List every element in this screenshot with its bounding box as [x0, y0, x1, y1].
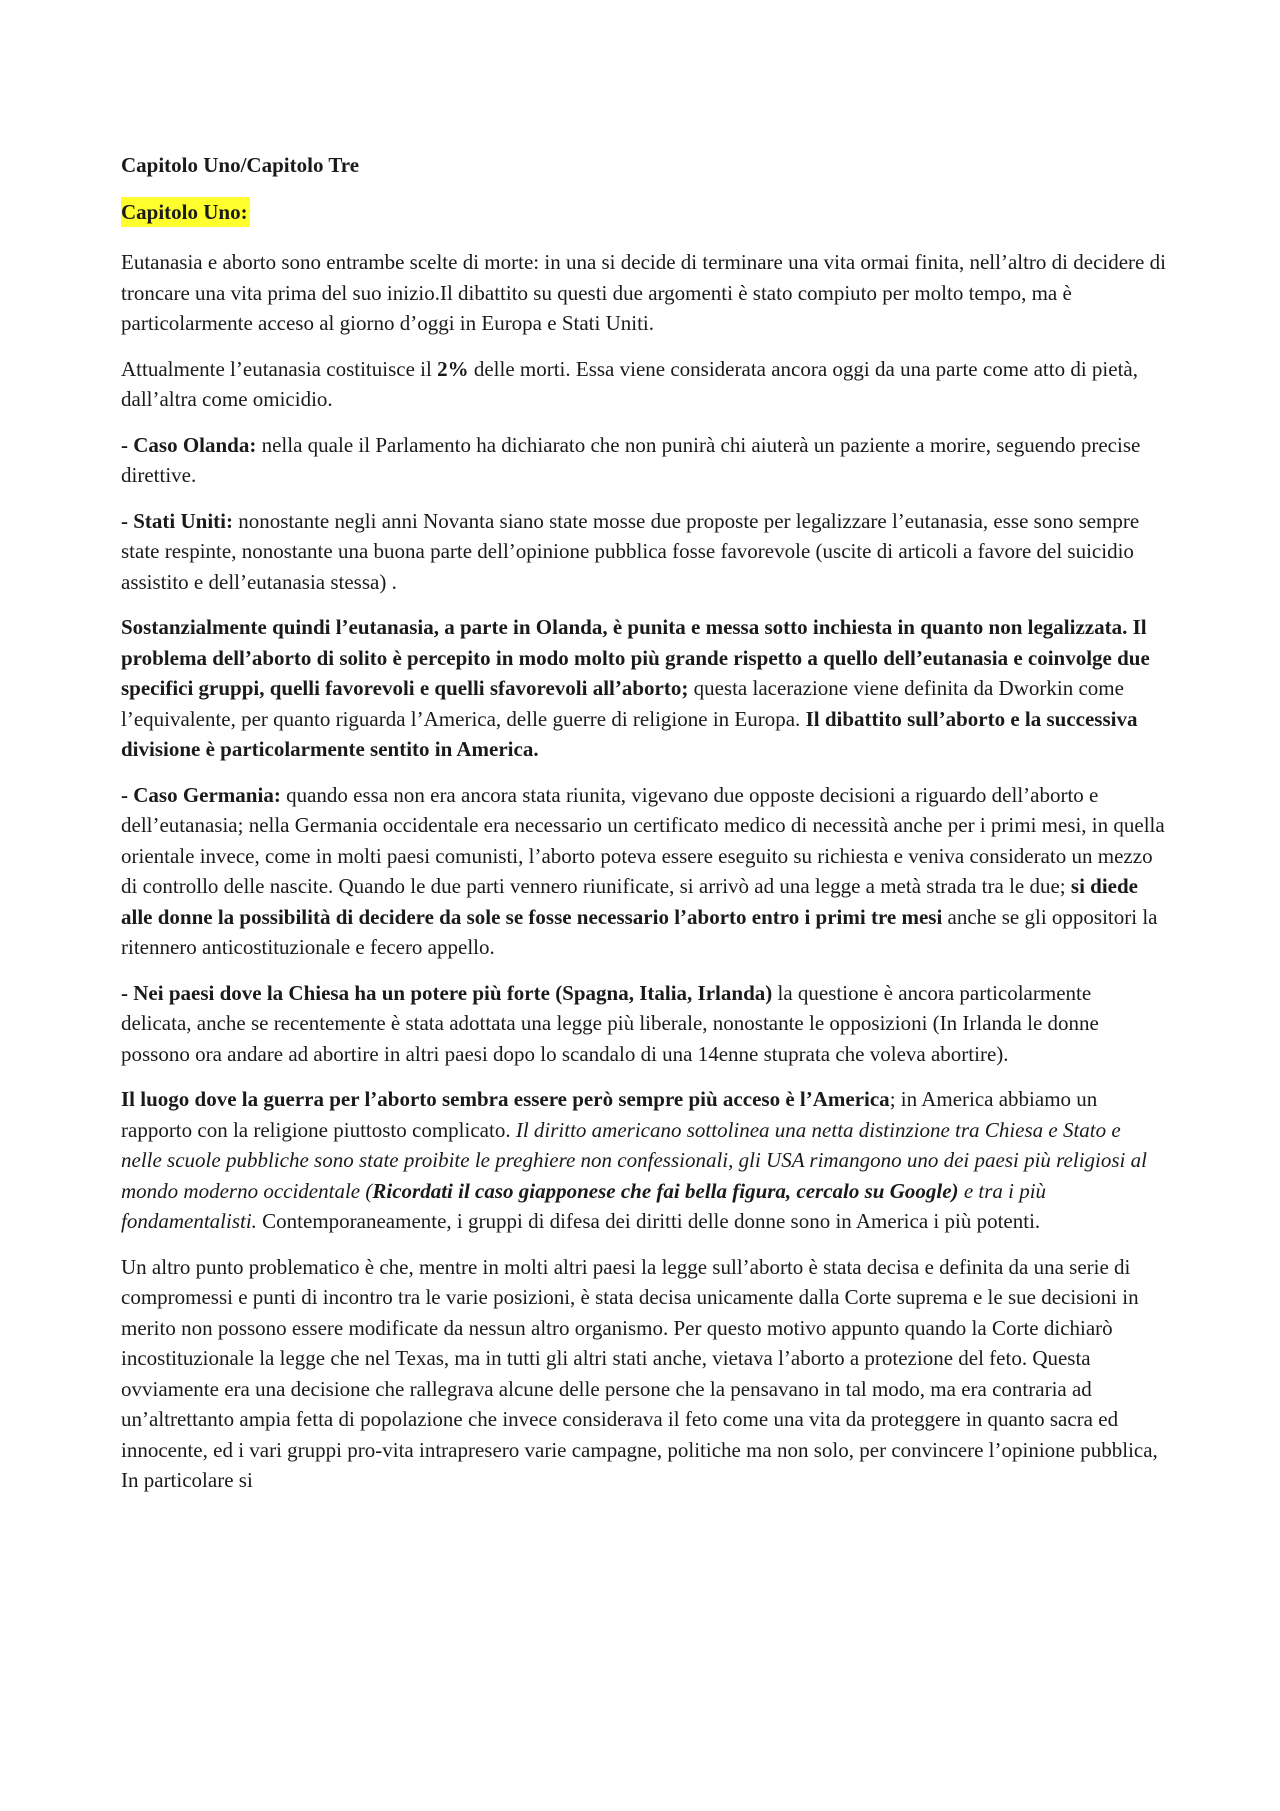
paragraph-summary: Sostanzialmente quindi l’eutanasia, a parte in Olanda, è punita e messa sotto inchiesta in quanto non legalizzata. Il problema dell’aborto di solito è percepito in modo molto più grande rispetto a quello dell’eutanasia e coinvolge due specifici gruppi, quelli favorevoli e quelli sfavorevoli all’aborto; questa lacerazione viene definita da Dworkin come l’equivalente, per quanto riguarda l’America, delle guerre di religione in Europa. Il dibattito sull’aborto e la successiva divisione è particolarmente sentito in America.	[121, 615, 1150, 761]
highlighted-heading: Capitolo Uno:	[121, 197, 250, 227]
italic-text: e tra i più fondamentalisti.	[121, 1178, 1047, 1233]
bold-text: si diede alle donne la possibilità di decidere da sole se fosse necessario l’aborto entro i primi tre mesi	[121, 874, 1138, 929]
bold-label: - Nei paesi dove la Chiesa ha un potere più forte (Spagna, Italia, Irlanda)	[121, 980, 773, 1005]
document-title: Capitolo Uno/Capitolo Tre	[121, 153, 360, 177]
bold-italic-text: Ricordati il caso giapponese che fai bella figura, cercalo su Google)	[372, 1178, 959, 1203]
bold-label: - Caso Germania:	[121, 782, 281, 807]
bold-text: Sostanzialmente quindi l’eutanasia, a parte in Olanda, è punita e messa sotto inchiesta in quanto non legalizzata. Il problema dell’aborto di solito è percepito in modo molto più grande rispetto a quello dell’eutanasia e coinvolge due specifici gruppi, quelli favorevoli e quelli sfavorevoli all’aborto;	[121, 615, 1150, 700]
bold-text: Il luogo dove la guerra per l’aborto sembra essere però sempre più acceso è l’America	[121, 1087, 890, 1111]
bold-label: - Stati Uniti:	[121, 508, 233, 533]
paragraph-stati-uniti: - Stati Uniti: nonostante negli anni Novanta siano state mosse due proposte per legalizzare l’eutanasia, esse sono sempre state respinte, nonostante una buona parte dell’opinione pubblica fosse favorevole (uscite di articoli a favore del suicidio assistito e dell’eutanasia stessa) .	[121, 508, 1140, 594]
bold-label: - Caso Olanda:	[121, 432, 257, 457]
paragraph-paesi-chiesa: - Nei paesi dove la Chiesa ha un potere più forte (Spagna, Italia, Irlanda) la questione è ancora particolarmente delicata, anche se recentemente è stata adottata una legge più liberale, nonostante le opposizioni (In Irlanda le donne possono ora andare ad abortire in altri paesi dopo lo scandalo di una 14enne stuprata che voleva abortire).	[121, 980, 1099, 1066]
paragraph-caso-germania: - Caso Germania: quando essa non era ancora stata riunita, vigevano due opposte decisioni a riguardo dell’aborto e dell’eutanasia; nella Germania occidentale era necessario un certificato medico di necessità anche per i primi mesi, in quella orientale invece, come in molti paesi comunisti, l’aborto poteva essere eseguito su richiesta e veniva considerato un mezzo di controllo delle nascite. Quando le due parti vennero riunificate, si arrivò ad una legge a metà strada tra le due; si diede alle donne la possibilità di decidere da sole se fosse necessario l’aborto entro i primi tre mesi anche se gli oppositori la ritennero anticostituzionale e fecero appello.	[121, 782, 1165, 959]
section-heading	[121, 197, 1166, 228]
bold-percentage: 2%	[437, 356, 469, 381]
paragraph-intro: Eutanasia e aborto sono entrambe scelte di morte: in una si decide di terminare una vita ormai finita, nell’altro di decidere di troncare una vita prima del suo inizio.Il dibattito su questi due argomenti è stato compiuto per molto tempo, ma è particolarmente acceso al giorno d’oggi in Europa e Stati Uniti.	[121, 250, 1166, 335]
italic-text: Il diritto americano sottolinea una netta distinzione tra Chiesa e Stato e nelle scuole pubbliche sono state proibite le preghiere non confessionali, gli USA rimangono uno dei paesi più religiosi al mondo moderno occidentale (	[121, 1117, 1147, 1203]
paragraph-corte-suprema: Un altro punto problematico è che, mentre in molti altri paesi la legge sull’aborto è stata decisa e definita da una serie di compromessi e punti di incontro tra le varie posizioni, è stata decisa unicamente dalla Corte suprema e le sue decisioni in merito non possono essere modificate da nessun altro organismo. Per questo motivo appunto quando la Corte dichiarò incostituzionale la legge che nel Texas, ma in tutti gli altri stati anche, vietava l’aborto a protezione del feto. Questa ovviamente era una decisione che rallegrava alcune delle persone che la pensavano in tal modo, ma era contraria ad un’altrettanto ampia fetta di popolazione che invece considerava il feto come una vita da proteggere in quanto sacra ed innocente, ed i vari gruppi pro-vita intrapresero varie campagne, politiche ma non solo, per convincere l’opinione pubblica, In particolare si	[121, 1254, 1158, 1492]
document-body	[121, 150, 1166, 1511]
paragraph-america: Il luogo dove la guerra per l’aborto sembra essere però sempre più acceso è l’America; in America abbiamo un rapporto con la religione piuttosto complicato. Il diritto americano sottolinea una netta distinzione tra Chiesa e Stato e nelle scuole pubbliche sono state proibite le preghiere non confessionali, gli USA rimangono uno dei paesi più religiosi al mondo moderno occidentale (Ricordati il caso giapponese che fai bella figura, cercalo su Google) e tra i più fondamentalisti. Contemporaneamente, i gruppi di difesa dei diritti delle donne sono in America i più potenti.	[121, 1087, 1147, 1233]
paragraph-caso-olanda: - Caso Olanda: nella quale il Parlamento ha dichiarato che non punirà chi aiuterà un paziente a morire, seguendo precise direttive.	[121, 432, 1141, 487]
bold-text: Il dibattito sull’aborto e la successiva divisione è particolarmente sentito in America.	[121, 706, 1138, 761]
paragraph-statistics: Attualmente l’eutanasia costituisce il 2% delle morti. Essa viene considerata ancora oggi da una parte come atto di pietà, dall’altra come omicidio.	[121, 356, 1138, 411]
